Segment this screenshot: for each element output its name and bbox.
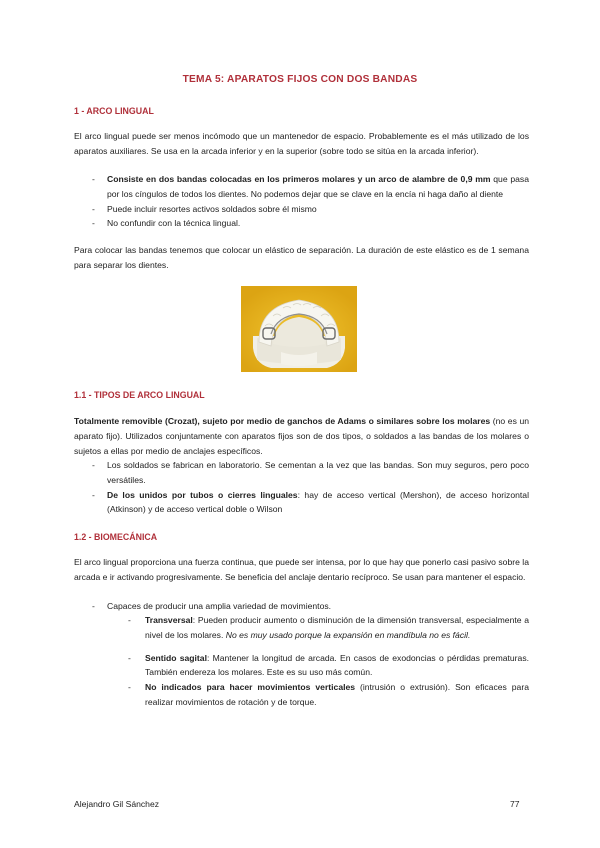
- section1-paragraph2: Para colocar las bandas tenemos que colocar un elástico de separación. La duración de este elástico es de 1 semana para separar los dientes.: [74, 245, 529, 270]
- bullet-text: Puede incluir resortes activos soldados sobre él mismo: [107, 203, 317, 214]
- bullet-text: No confundir con la técnica lingual.: [107, 218, 241, 229]
- dash-marker: -: [92, 203, 95, 214]
- dash-marker: -: [92, 489, 95, 500]
- sub-text: : Pueden producir aumento o disminución de la dimensión transversal, especialmente a nivel de los molares.: [145, 615, 529, 640]
- sub-bold: Sentido sagital: [145, 652, 207, 663]
- list-item: [92, 599, 529, 614]
- section11-intro: [74, 414, 529, 458]
- section12-intro: El arco lingual proporciona una fuerza continua, que puede ser intensa, por lo que hay que ponerlo casi pasivo sobre la arcada e ir activando progresivamente. Se beneficia del anclaje dentario recíproco. Se usan para mantener el espacio.: [74, 557, 529, 582]
- section-heading-biomecanica: 1.2 - BIOMECÁNICA: [74, 532, 158, 542]
- list-item: [128, 680, 529, 710]
- dash-marker: -: [128, 682, 131, 693]
- dash-marker: -: [92, 601, 95, 611]
- footer-page-number: 77: [510, 799, 520, 809]
- list-item: [92, 458, 529, 488]
- list-item: [92, 216, 529, 231]
- bullet-text: Los soldados se fabrican en laboratorio. Se cementan a la vez que las bandas. Son muy seguros, pero poco versátiles.: [107, 460, 529, 485]
- dash-marker: -: [92, 218, 95, 229]
- list-item: [128, 651, 529, 681]
- section11-intro-rest: (no es un aparato fijo). Utilizados conjuntamente con aparatos fijos son de dos tipos, o soldados a las bandas de los molares o sujetos a ellas por medio de anclajes específicos.: [74, 416, 530, 456]
- section-heading-tipos-arco-lingual: 1.1 - TIPOS DE ARCO LINGUAL: [74, 390, 205, 400]
- bullet-bold: Consiste en dos bandas colocadas en los primeros molares y un arco de alambre de 0,9 mm: [107, 174, 491, 184]
- dash-marker: -: [128, 615, 131, 625]
- dash-marker: -: [128, 652, 131, 663]
- list-item: [128, 613, 529, 643]
- section11-bullet-list: [92, 458, 529, 517]
- sub-bold: No indicados para hacer movimientos verticales: [145, 682, 356, 693]
- sub-italic: No es muy usado porque la expansión en mandíbula no es fácil.: [225, 629, 471, 640]
- list-item: [92, 172, 529, 202]
- bullet-text: que pasa por los cíngulos de todos los dientes. No podemos dejar que se clave en la encía ni haga daño al diente: [107, 174, 529, 199]
- bullet-text: Capaces de producir una amplia variedad de movimientos.: [107, 601, 332, 611]
- section11-intro-bold: Totalmente removible (Crozat), sujeto por medio de ganchos de Adams o similares sobre los molares: [74, 416, 491, 426]
- section-heading-arco-lingual: 1 - ARCO LINGUAL: [74, 106, 154, 116]
- bullet-text: : hay de acceso vertical (Mershon), de acceso horizontal (Atkinson) y de acceso vertical doble o Wilson: [107, 489, 529, 515]
- section1-intro: El arco lingual puede ser menos incómodo que un mantenedor de espacio. Probablemente es el más utilizado de los aparatos auxiliares. Se usa en la arcada inferior y en la superior (sobre todo se sitúa en la arcada inferior).: [74, 131, 529, 156]
- section12-sub-list: [128, 613, 529, 710]
- footer-author: Alejandro Gil Sánchez: [74, 799, 160, 809]
- section1-bullet-list: [92, 172, 529, 231]
- page-title: TEMA 5: APARATOS FIJOS CON DOS BANDAS: [182, 74, 418, 85]
- list-item: [92, 202, 529, 217]
- lingual-arch-model-photo-icon: [241, 286, 357, 372]
- dash-marker: -: [92, 460, 95, 470]
- section12-bullet-list: [92, 599, 529, 614]
- dash-marker: -: [92, 174, 95, 184]
- sub-text: : Mantener la longitud de arcada. En casos de exodoncias o pérdidas prematuras. También endereza los molares. Este es su uso más común.: [145, 652, 530, 678]
- bullet-bold: De los unidos por tubos o cierres linguales: [107, 489, 298, 500]
- sub-bold: Transversal: [145, 615, 193, 625]
- sub-text: (intrusión o extrusión). Son eficaces para realizar movimientos de rotación y de torque.: [145, 682, 529, 707]
- list-item: [92, 488, 529, 518]
